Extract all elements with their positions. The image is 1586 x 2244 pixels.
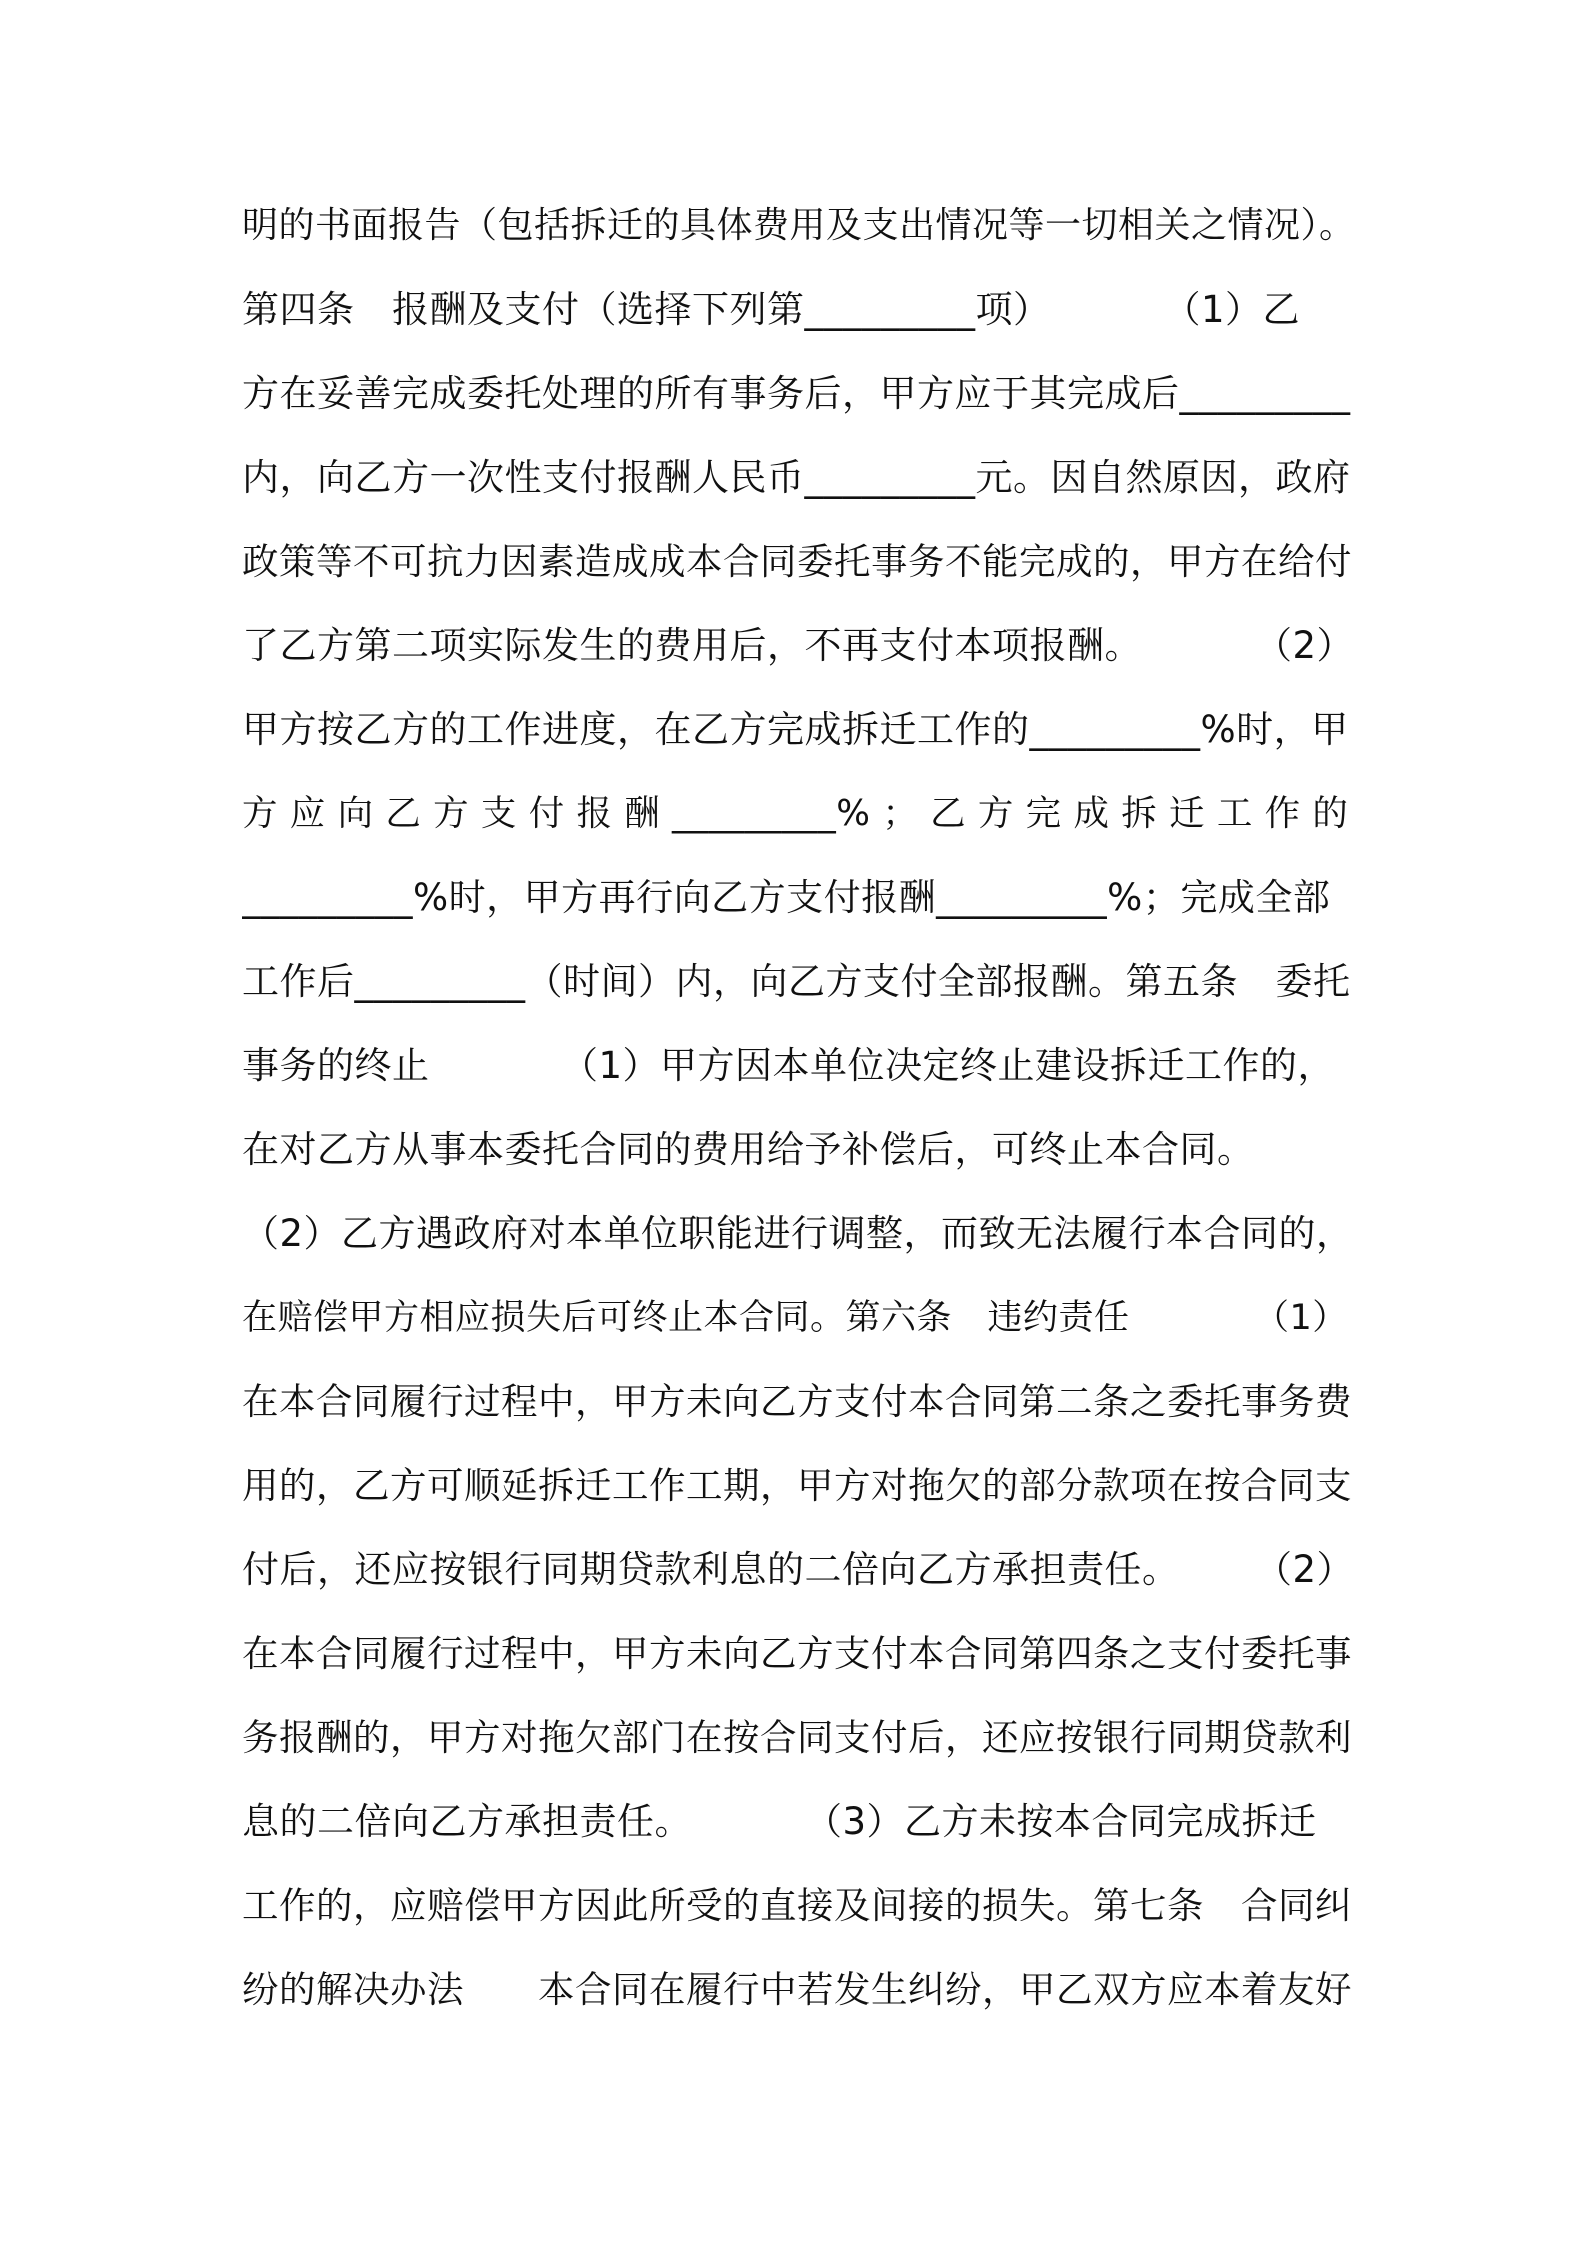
text-line: 方在妥善完成委托处理的所有事务后，甲方应于其完成后_________ (242, 372, 1351, 415)
text-line: _________%时，甲方再行向乙方支付报酬_________%；完成全部 (242, 876, 1331, 919)
text-line: 政策等不可抗力因素造成成本合同委托事务不能完成的，甲方在给付 (242, 540, 1352, 583)
text-line: 工作后_________（时间）内，向乙方支付全部报酬。第五条 委托 (242, 960, 1351, 1003)
text-line: 方 应 向 乙 方 支 付 报 酬 _________% ； 乙 方 完 成 拆 迁 工 作 的 (242, 793, 1349, 834)
text-line: 在对乙方从事本委托合同的费用给予补偿后，可终止本合同。 (242, 1128, 1255, 1171)
text-line: 用的，乙方可顺延拆迁工作工期，甲方对拖欠的部分款项在按合同支 (242, 1464, 1352, 1507)
text-line: 甲方按乙方的工作进度，在乙方完成拆迁工作的_________%时，甲 (242, 708, 1349, 751)
text-line: 付后，还应按银行同期贷款利息的二倍向乙方承担责任。 （2） (242, 1548, 1355, 1591)
text-line: 事务的终止 （1）甲方因本单位决定终止建设拆迁工作的， (242, 1044, 1336, 1087)
text-line: 了乙方第二项实际发生的费用后，不再支付本项报酬。 （2） (242, 624, 1355, 667)
text-line: 息的二倍向乙方承担责任。 （3）乙方未按本合同完成拆迁 (242, 1800, 1317, 1843)
text-line: 在本合同履行过程中，甲方未向乙方支付本合同第二条之委托事务费 (242, 1380, 1352, 1423)
text-line: 明的书面报告（包括拆迁的具体费用及支出情况等一切相关之情况）。 (242, 205, 1356, 246)
text-line: 在本合同履行过程中，甲方未向乙方支付本合同第四条之支付委托事 (242, 1632, 1352, 1675)
text-line: 纷的解决办法 本合同在履行中若发生纠纷，甲乙双方应本着友好 (242, 1968, 1352, 2011)
text-line: 务报酬的，甲方对拖欠部门在按合同支付后，还应按银行同期贷款利 (242, 1716, 1352, 1759)
text-line: 内，向乙方一次性支付报酬人民币_________元。因自然原因，政府 (242, 456, 1351, 499)
text-line: 第四条 报酬及支付（选择下列第_________项） （1）乙 (242, 288, 1301, 331)
text-line: （2）乙方遇政府对本单位职能进行调整，而致无法履行本合同的， (242, 1212, 1354, 1255)
text-line: 工作的，应赔偿甲方因此所受的直接及间接的损失。第七条 合同纠 (242, 1884, 1352, 1927)
text-line: 在赔偿甲方相应损失后可终止本合同。第六条 违约责任 （1） (242, 1298, 1348, 1338)
